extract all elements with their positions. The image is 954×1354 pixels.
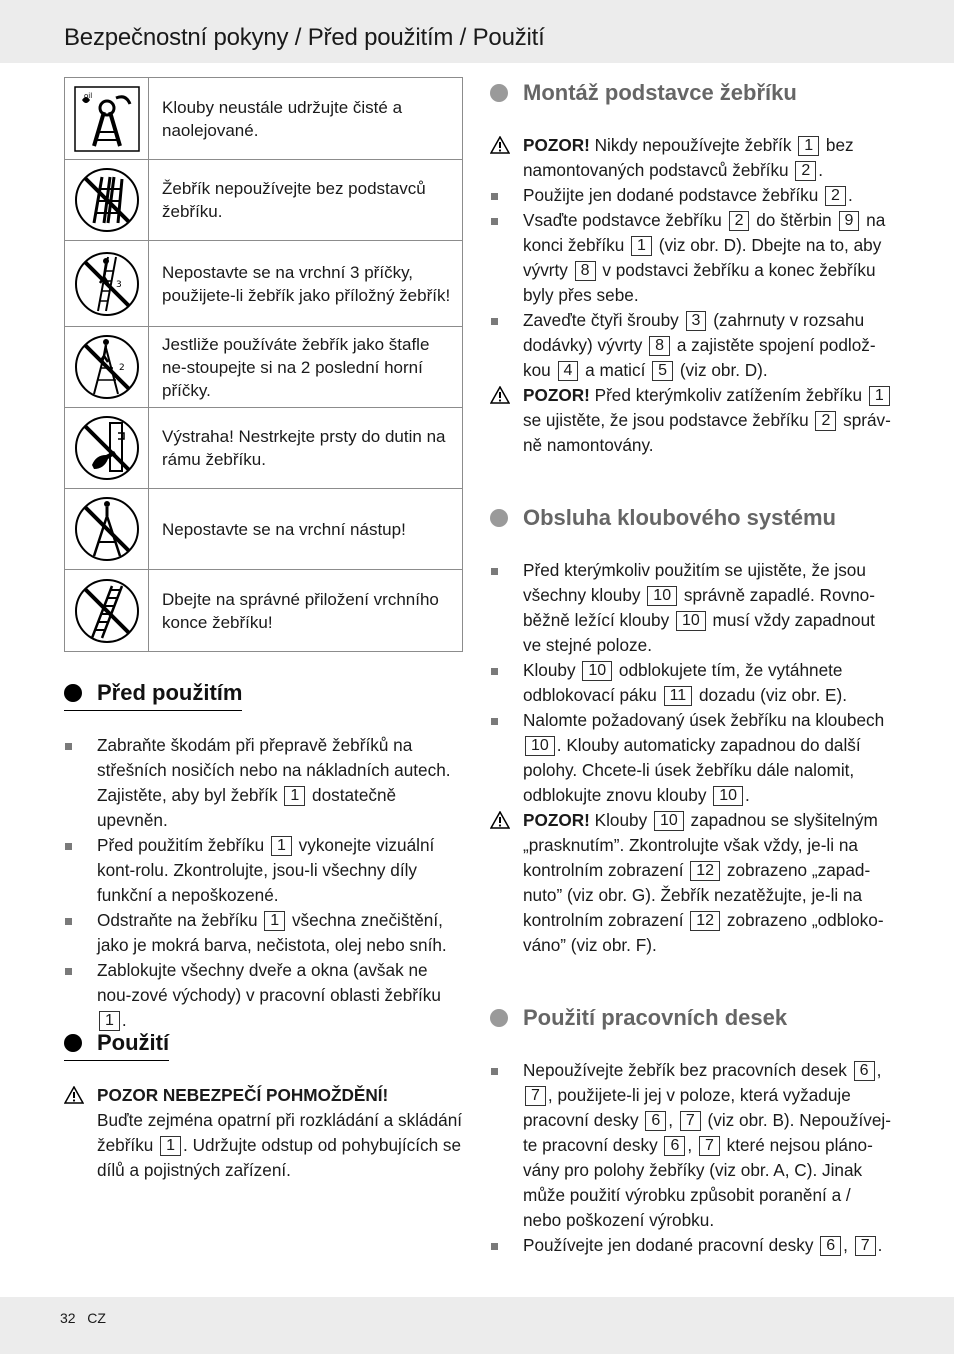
- icon-cell: [65, 241, 149, 327]
- warning-block: POZOR! Před kterýmkoliv zatížením žebříku 1 se ujistěte, že jsou podstavce žebříku 2 správ-ně namontovány.: [490, 383, 892, 458]
- page-number: 32 CZ: [60, 1310, 106, 1326]
- no-fingers-in-frame-icon: [65, 415, 148, 481]
- page-title: Bezpečnostní pokyny / Před použitím / Použití: [64, 24, 545, 51]
- ladder-joint-oil-icon: [65, 86, 148, 152]
- list-item: Klouby 10 odblokujete tím, že vytáhnete odblokovací páku 11 dozadu (viz obr. E).: [490, 658, 892, 708]
- page-header: [0, 0, 954, 63]
- table-row: [65, 160, 463, 241]
- icon-cell: [65, 160, 149, 241]
- warning-block: POZOR NEBEZPEČÍ POHMOŽDĚNÍ! Buďte zejména opatrní při rozkládání a skládání žebříku 1 . Udržujte odstup od pohybujících se dílů a pojistných zařízení.: [64, 1083, 464, 1183]
- section-heading-pouziti: Použití: [64, 1030, 169, 1061]
- list-item: Zaveďte čtyři šrouby 3 (zahrnuty v rozsahu dodávky) vývrty 8 a zajistěte spojení podlož-kou 4 a maticí 5 (viz obr. D).: [490, 308, 892, 383]
- warning-block: POZOR! Nikdy nepoužívejte žebřík 1 bez namontovaných podstavců žebříku 2 .: [490, 133, 892, 183]
- list-item: Před použitím žebříku 1 vykonejte vizuální kont-rolu. Zkontrolujte, jsou-li všechny díly funkční a nepoškozené.: [64, 833, 464, 908]
- pouziti-warning: [64, 1083, 464, 1183]
- section-heading-pred-pouzitim: Před použitím: [64, 680, 242, 711]
- icon-cell: [65, 489, 149, 570]
- safety-text: Klouby neustále udržujte čisté a naolejované.: [149, 78, 463, 160]
- safety-table: [64, 77, 463, 652]
- list-item: Zabraňte škodám při přepravě žebříků na střešních nosičích nebo na nákladních autech. Zajistěte, aby byl žebřík 1 dostatečně upevněn.: [64, 733, 464, 833]
- list-item: Zablokujte všechny dveře a okna (avšak ne nou-zové východy) v pracovní oblasti žebříku 1 .: [64, 958, 464, 1033]
- list-item: Použijte jen dodané podstavce žebříku 2 .: [490, 183, 892, 208]
- safety-text: Výstraha! Nestrkejte prsty do dutin na rámu žebříku.: [149, 408, 463, 489]
- list-item: Nalomte požadovaný úsek žebříku na kloubech 10 . Klouby automaticky zapadnou do další polohy. Chcete-li úsek žebříku dále nalomit, odblokujte znovu klouby 10 .: [490, 708, 892, 808]
- section-heading-obsluha: Obsluha kloubového systému: [490, 505, 836, 531]
- table-row: [65, 327, 463, 408]
- desky-content: [490, 1058, 892, 1258]
- bullet-dot-icon: [490, 84, 508, 102]
- section-heading-desky: Použití pracovních desek: [490, 1005, 787, 1031]
- table-row: [65, 570, 463, 652]
- warning-triangle-icon: [490, 386, 510, 411]
- svg-text:oil: oil: [83, 91, 92, 100]
- pred-pouzitim-list: [64, 733, 464, 1033]
- icon-cell: [65, 327, 149, 408]
- section-heading-montaz: Montáž podstavce žebříku: [490, 80, 797, 106]
- obsluha-content: [490, 558, 892, 958]
- no-top-3-rungs-icon: [65, 251, 148, 317]
- list-item: Vsaďte podstavce žebříku 2 do štěrbin 9 na konci žebříku 1 (viz obr. D). Dbejte na to, aby vývrty 8 v podstavci žebříku a konec žebříku byly přes sebe.: [490, 208, 892, 308]
- bullet-dot-icon: [490, 1009, 508, 1027]
- warning-triangle-icon: [64, 1086, 84, 1111]
- warning-triangle-icon: [490, 811, 510, 836]
- warning-title: POZOR NEBEZPEČÍ POHMOŽDĚNÍ!: [97, 1085, 389, 1105]
- page-footer: [0, 1297, 954, 1354]
- table-row: [65, 408, 463, 489]
- table-row: [65, 78, 463, 160]
- no-ladder-without-stabilizer-icon: [65, 167, 148, 233]
- warning-triangle-icon: [490, 136, 510, 161]
- rung-count-label: 2: [118, 363, 125, 373]
- safety-text: Žebřík nepoužívejte bez podstavců žebříku.: [149, 160, 463, 241]
- icon-cell: [65, 408, 149, 489]
- list-item: Používejte jen dodané pracovní desky 6 , 7 .: [490, 1233, 892, 1258]
- no-standing-on-top-icon: [65, 496, 148, 562]
- table-row: [65, 489, 463, 570]
- list-item: Nepoužívejte žebřík bez pracovních desek 6 , 7 , použijete-li jej v poloze, která vyžaduje pracovní desky 6 , 7 (viz obr. B). Nepoužívej-te pracovní desky 6 , 7 které nejsou pláno-vány pro polohy žebříky (viz obr. A, C). Jinak může použití výrobku způsobit poranění a / nebo poškození výrobku.: [490, 1058, 892, 1233]
- safety-text: Nepostavte se na vrchní nástup!: [149, 489, 463, 570]
- icon-cell: [65, 78, 149, 160]
- bullet-dot-icon: [490, 509, 508, 527]
- correct-top-placement-icon: [65, 578, 148, 644]
- list-item: Před kterýmkoliv použitím se ujistěte, že jsou všechny klouby 10 správně zapadlé. Rovno-běžně ležící klouby 10 musí vždy zapadnout ve stejné poloze.: [490, 558, 892, 658]
- montaz-content: [490, 133, 892, 458]
- icon-cell: [65, 570, 149, 652]
- list-item: Odstraňte na žebříku 1 všechna znečištění, jako je mokrá barva, nečistota, olej nebo sníh.: [64, 908, 464, 958]
- safety-text: Nepostavte se na vrchní 3 příčky, použijete-li žebřík jako příložný žebřík!: [149, 241, 463, 327]
- warning-block: POZOR! Klouby 10 zapadnou se slyšitelným „prasknutím”. Zkontrolujte však vždy, je-li na kontrolním zobrazení 12 zobrazeno „zapad-nuto” (viz obr. G). Žebřík nezatěžujte, je-li na kontrolním zobrazení 12 zobrazeno „odbloko-váno” (viz obr. F).: [490, 808, 892, 958]
- language-code: CZ: [87, 1310, 106, 1326]
- safety-text: Dbejte na správné přiložení vrchního konce žebříku!: [149, 570, 463, 652]
- bullet-dot-icon: [64, 1034, 82, 1052]
- rung-count-label: 3: [115, 279, 122, 290]
- safety-text: Jestliže používáte žebřík jako štafle ne-stoupejte si na 2 poslední horní příčky.: [149, 327, 463, 408]
- no-top-2-rungs-icon: [65, 334, 148, 400]
- table-row: [65, 241, 463, 327]
- bullet-dot-icon: [64, 684, 82, 702]
